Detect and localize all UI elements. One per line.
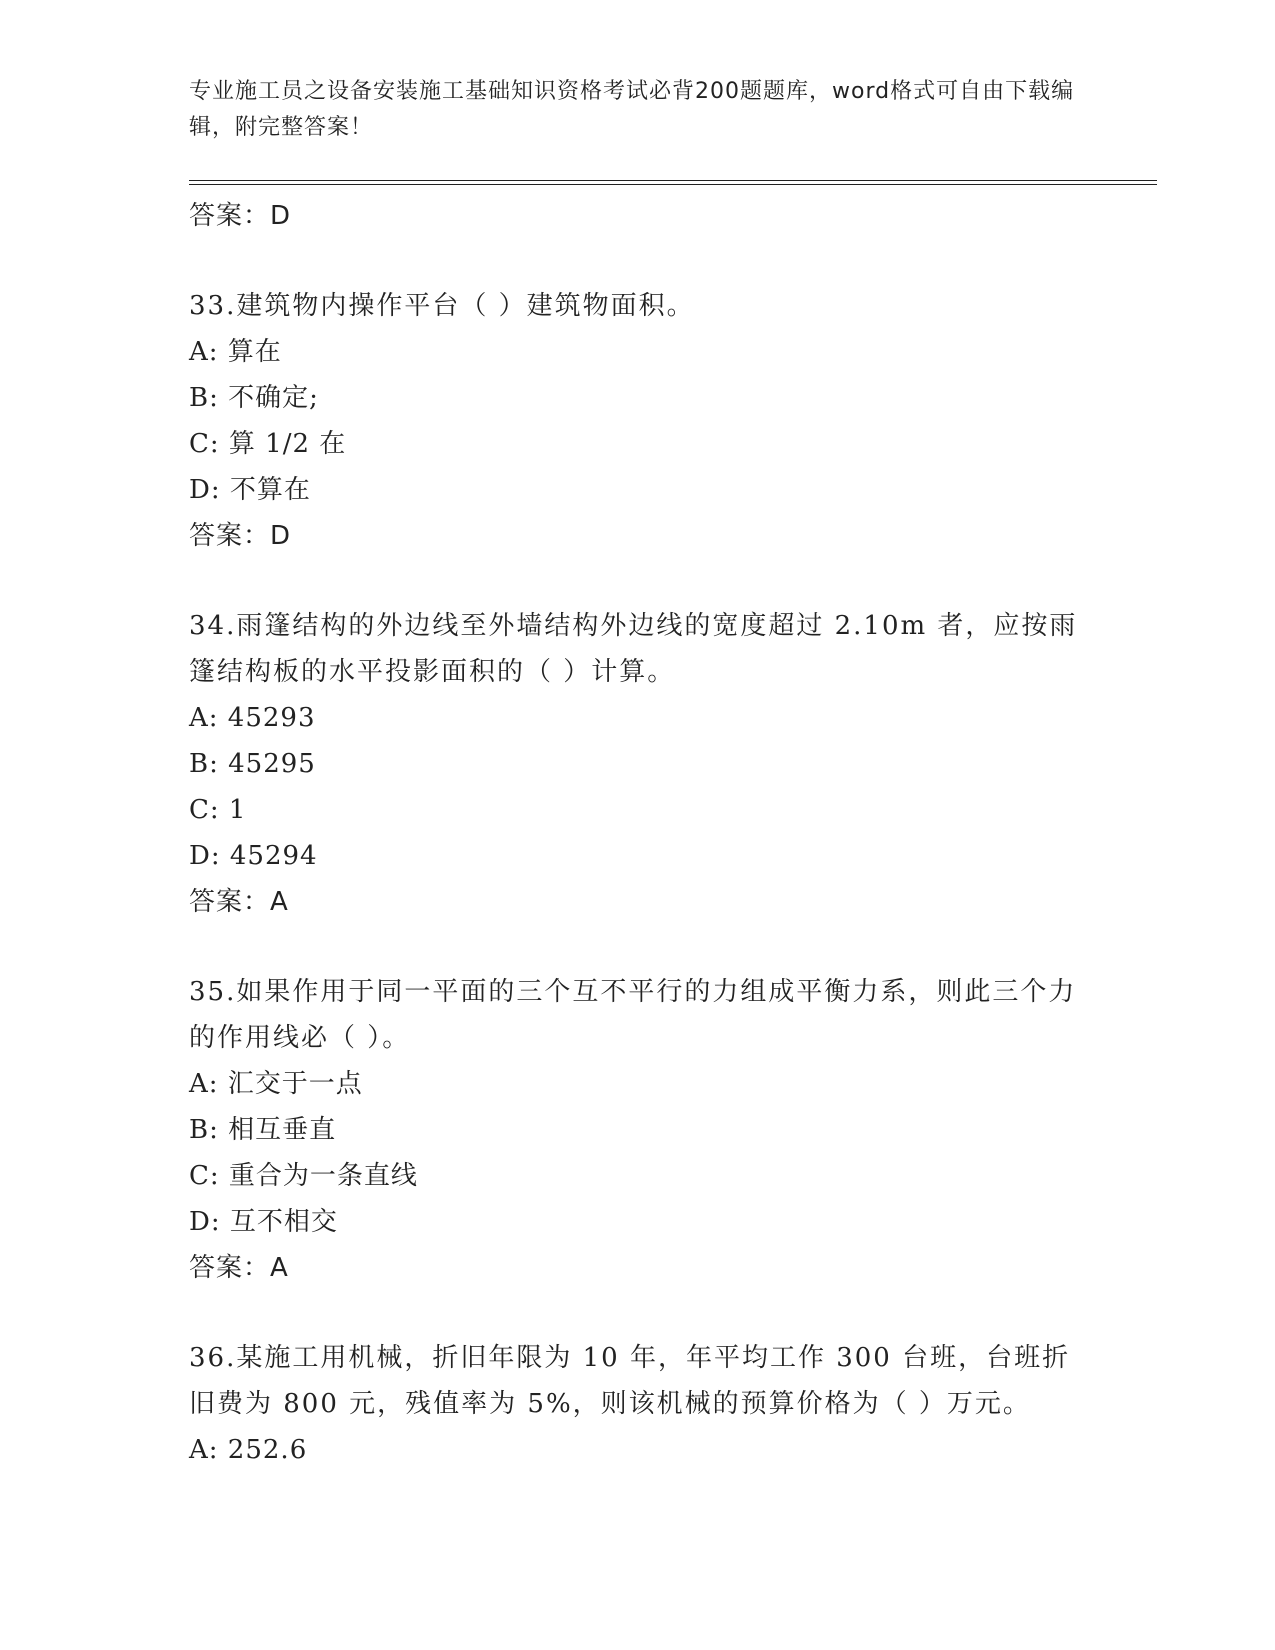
header-rule-secondary	[189, 184, 1157, 185]
answer-line: 答案：D	[189, 521, 292, 551]
option-b: B: 45295	[189, 749, 316, 779]
option-b: B: 不确定;	[189, 383, 319, 413]
option-d: D: 互不相交	[189, 1207, 338, 1237]
question-text: 33.建筑物内操作平台（ ）建筑物面积。	[189, 291, 695, 321]
option-c: C: 重合为一条直线	[189, 1161, 418, 1191]
option-a: A: 252.6	[189, 1435, 308, 1465]
option-b: B: 相互垂直	[189, 1115, 337, 1145]
option-a: A: 算在	[189, 337, 282, 367]
option-a: A: 汇交于一点	[189, 1069, 363, 1099]
option-d: D: 不算在	[189, 475, 311, 505]
answer-line: 答案：D	[189, 201, 292, 231]
option-d: D: 45294	[189, 841, 318, 871]
question-text: 34.雨篷结构的外边线至外墙结构外边线的宽度超过 2.10m 者，应按雨篷结构板的水平投影面积的（ ）计算。	[189, 611, 1078, 687]
header-rule	[189, 180, 1157, 181]
answer-line: 答案：A	[189, 1253, 289, 1283]
document-header: 专业施工员之设备安装施工基础知识资格考试必背200题题库，word格式可自由下载编辑，附完整答案！	[189, 79, 1075, 140]
question-list	[189, 193, 1089, 1473]
question-text: 36.某施工用机械，折旧年限为 10 年，年平均工作 300 台班，台班折旧费为 800 元，残值率为 5%，则该机械的预算价格为（ ）万元。	[189, 1343, 1071, 1419]
option-c: C: 算 1/2 在	[189, 429, 347, 459]
question-text: 35.如果作用于同一平面的三个互不平行的力组成平衡力系，则此三个力的作用线必（ ）。	[189, 977, 1077, 1053]
answer-line: 答案：A	[189, 887, 289, 917]
option-a: A: 45293	[189, 703, 316, 733]
option-c: C: 1	[189, 795, 247, 825]
